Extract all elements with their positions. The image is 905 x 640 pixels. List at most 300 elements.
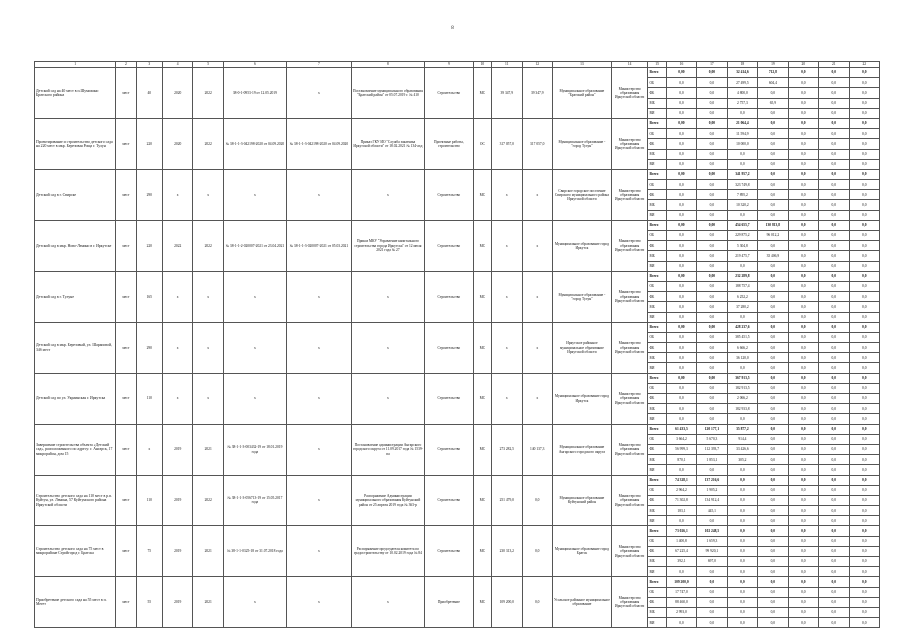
value-cell: 0,0 [758,108,788,118]
value-cell: 0,0 [666,139,696,149]
fund-label-cell: ФБ [648,139,666,149]
object-c1-cell: Детский сад в мкр. Березовый, ул. Шараповой, 34б мест [35,322,116,373]
value-cell: 0,0 [727,108,757,118]
header-cell: 18 [727,62,757,68]
value-cell: 0,0 [788,546,818,556]
value-cell: 0,0 [819,231,849,241]
value-cell: 0,0 [819,444,849,454]
object-c11-cell: х [492,373,522,424]
object-c10-cell: МС [473,220,491,271]
fund-label-cell: ФБ [648,343,666,353]
fund-label-cell: ОБ [648,485,666,495]
value-cell: 0,0 [697,465,727,475]
value-cell: 0,00 [697,271,727,281]
value-cell: 0,0 [666,261,696,271]
value-cell: 0,0 [758,475,788,485]
object-c6-cell: х [223,373,286,424]
value-cell: 0,0 [819,495,849,505]
table-row [35,169,880,179]
value-cell: 0,0 [758,88,788,98]
value-cell: 0,0 [788,404,818,414]
fund-label-cell: ВИ [648,363,666,373]
value-cell: 0,0 [788,180,818,190]
value-cell: 0,0 [697,159,727,169]
value-cell: 0,00 [697,220,727,230]
value-cell: 0,0 [788,231,818,241]
value-cell: 0,0 [819,241,849,251]
value-cell: 0,00 [697,373,727,383]
value-cell: 0,0 [666,363,696,373]
table-row [35,271,880,281]
object-c9-cell: Строительство [425,169,474,220]
value-cell: 428 237,6 [727,322,757,332]
value-cell: 0,0 [788,322,818,332]
value-cell: 183,1 [666,506,696,516]
value-cell: 0,0 [697,353,727,363]
value-cell: 0,0 [788,169,818,179]
value-cell: 0,0 [849,322,879,332]
value-cell: 0,0 [758,210,788,220]
value-cell: 0,0 [849,312,879,322]
value-cell: 0,0 [758,353,788,363]
object-c1-cell: Детский сад в мкр. Ново-Ленино в г. Иркутске [35,220,116,271]
value-cell: 0,0 [666,383,696,393]
value-cell: 0,0 [788,394,818,404]
value-cell: 6 666,2 [727,343,757,353]
object-c7-cell: х [286,322,351,373]
object-c11-cell: 109 200,0 [492,577,522,628]
header-cell: 16 [666,62,696,68]
value-cell: 0,0 [788,281,818,291]
value-cell: 305,2 [727,455,757,465]
object-c5-cell: х [193,169,223,220]
value-cell: 32 414,6 [727,68,757,78]
value-cell: 0,0 [697,302,727,312]
value-cell: 0,0 [666,281,696,291]
value-cell: 0,0 [758,516,788,526]
fund-label-cell: ФБ [648,292,666,302]
fund-label-cell: ФБ [648,444,666,454]
value-cell: 0,0 [727,210,757,220]
object-c11-cell: х [492,271,522,322]
value-cell: 0,0 [788,343,818,353]
value-cell: 0,0 [697,251,727,261]
value-cell: 0,0 [697,404,727,414]
object-c6-cell: № 38-1-1-0325-18 от 31.07.2018 года [223,526,286,577]
value-cell: 0,0 [788,332,818,342]
fund-label-cell: ФБ [648,190,666,200]
object-c7-cell: х [286,526,351,577]
value-cell: 0,0 [666,159,696,169]
value-cell: 0,0 [758,363,788,373]
value-cell: 914,4 [727,434,757,444]
value-cell: 0,0 [788,495,818,505]
fund-label-cell: ОБ [648,231,666,241]
value-cell: 0,0 [697,180,727,190]
object-c2-cell: мест [116,68,136,119]
fund-label-cell: ВИ [648,618,666,628]
value-cell: 0,0 [819,536,849,546]
object-c1-cell: Строительство детского сада на 110 мест в р.п. Куйтун, ул. Ленина, 57 Куйтунского района Иркутской области [35,475,116,526]
value-cell: 0,0 [849,271,879,281]
table-row [35,322,880,332]
value-cell: 2 066,2 [727,394,757,404]
value-cell: 0,0 [666,200,696,210]
value-cell: 67 225,4 [666,546,696,556]
object-c11-cell: 39 347,9 [492,68,522,119]
value-cell: 0,00 [697,118,727,128]
value-cell: 870,1 [666,455,696,465]
value-cell: 0,0 [819,587,849,597]
value-cell: 0,0 [819,68,849,78]
value-cell: 0,0 [819,434,849,444]
value-cell: 0,0 [727,363,757,373]
value-cell: 2 964,2 [666,485,696,495]
value-cell: 0,0 [849,302,879,312]
value-cell: 0,0 [758,506,788,516]
value-cell: 0,0 [819,302,849,312]
value-cell: 0,0 [788,353,818,363]
value-cell: 0,0 [666,465,696,475]
object-c10-cell: МС [473,322,491,373]
value-cell: 17 747,0 [666,587,696,597]
value-cell: 0,0 [788,118,818,128]
header-cell: 14 [611,62,648,68]
value-cell: 0,0 [819,220,849,230]
value-cell: 0,0 [727,516,757,526]
value-cell: 0,0 [849,180,879,190]
value-cell: 0,0 [788,200,818,210]
object-c12-cell: х [522,169,552,220]
object-c2-cell: мест [116,118,136,169]
value-cell: 0,0 [788,190,818,200]
fund-label-cell: МБ [648,302,666,312]
value-cell: 0,0 [849,292,879,302]
value-cell: 0,0 [697,149,727,159]
value-cell: 0,0 [788,108,818,118]
value-cell: 120 177,1 [697,424,727,434]
fund-label-cell: ВИ [648,465,666,475]
value-cell: 0,0 [758,118,788,128]
value-cell: 0,0 [849,597,879,607]
value-cell: 0,0 [849,618,879,628]
value-cell: 0,0 [788,607,818,617]
object-c12-cell: х [522,322,552,373]
header-cell: 10 [473,62,491,68]
value-cell: 0,0 [727,526,757,536]
value-cell: 0,0 [849,495,879,505]
object-c8-cell: Приказ МКУ "Управление капитального строительства города Иркутска" от 12 июля 2021 года № 27 [351,220,424,271]
object-c6-cell: № 38-1-1-2-020007-2021 от 23.04.2021 [223,220,286,271]
value-cell: 0,0 [758,394,788,404]
fund-label-cell: ФБ [648,546,666,556]
value-cell: 0,0 [666,516,696,526]
value-cell: 0,0 [819,414,849,424]
fund-label-cell: МБ [648,98,666,108]
value-cell: 109 200,0 [666,577,696,587]
value-cell: 0,0 [697,108,727,118]
value-cell: 0,0 [819,139,849,149]
object-c3-cell: 110 [136,373,162,424]
value-cell: 0,0 [819,118,849,128]
value-cell: 0,0 [727,506,757,516]
value-cell: 445,1 [697,506,727,516]
value-cell: 0,0 [727,567,757,577]
object-c14-cell: Министерство образования Иркутской области [611,68,648,119]
object-c6-cell: х [223,577,286,628]
value-cell: 0,0 [727,465,757,475]
value-cell: 0,0 [758,526,788,536]
value-cell: 0,0 [788,577,818,587]
value-cell: 0,0 [697,200,727,210]
fund-label-cell: МБ [648,404,666,414]
value-cell: 0,0 [819,394,849,404]
object-c8-cell: Постановление администрации Ангарского городского округа от 11.09.2017 года № 1539-па [351,424,424,475]
value-cell: 35 877,2 [727,424,757,434]
value-cell: 0,0 [666,312,696,322]
value-cell: 0,0 [788,455,818,465]
header-cell: 13 [552,62,611,68]
value-cell: 0,0 [819,271,849,281]
value-cell: 0,0 [819,129,849,139]
value-cell: 0,0 [819,577,849,587]
value-cell: 0,0 [758,312,788,322]
object-c10-cell: МС [473,169,491,220]
header-cell: 20 [788,62,818,68]
value-cell: 0,0 [788,220,818,230]
value-cell: 0,0 [819,78,849,88]
object-c14-cell: Министерство образования Иркутской области [611,577,648,628]
value-cell: 0,0 [788,373,818,383]
fund-label-cell: ФБ [648,241,666,251]
object-c5-cell: х [193,322,223,373]
value-cell: 0,0 [819,404,849,414]
value-cell: 0,0 [849,506,879,516]
value-cell: 0,0 [788,251,818,261]
object-c10-cell: МС [473,271,491,322]
value-cell: 88 460,0 [666,597,696,607]
value-cell: 232 289,8 [727,271,757,281]
header-cell: 4 [162,62,192,68]
header-cell: 19 [758,62,788,68]
fund-label-cell: ОБ [648,332,666,342]
value-cell: 0,0 [666,210,696,220]
value-cell: 0,0 [849,394,879,404]
object-c14-cell: Министерство образования Иркутской области [611,322,648,373]
value-cell: 0,0 [819,281,849,291]
value-cell: 0,0 [819,526,849,536]
value-cell: 0,0 [849,281,879,291]
value-cell: 0,0 [788,363,818,373]
value-cell: 0,0 [849,220,879,230]
value-cell: 0,0 [666,251,696,261]
value-cell: 0,0 [788,98,818,108]
value-cell: 1 905,2 [697,485,727,495]
object-c5-cell: 2022 [193,118,223,169]
object-c7-cell: х [286,475,351,526]
object-c4-cell: х [162,169,192,220]
value-cell: 367 913,5 [727,373,757,383]
value-cell: 385 451,5 [727,332,757,342]
value-cell: 0,0 [849,88,879,98]
value-cell: 0,0 [758,322,788,332]
object-c6-cell: х [223,169,286,220]
value-cell: 0,0 [849,465,879,475]
value-cell: 0,0 [697,587,727,597]
value-cell: 0,0 [819,546,849,556]
value-cell: 0,0 [758,271,788,281]
value-cell: 99 920,1 [697,546,727,556]
value-cell: 0,0 [849,516,879,526]
object-c9-cell: Проектные работы, строительство [425,118,474,169]
object-c8-cell: х [351,169,424,220]
value-cell: 0,0 [666,149,696,159]
value-cell: 7 895,2 [727,190,757,200]
value-cell: 0,0 [758,597,788,607]
value-cell: 0,0 [788,159,818,169]
object-c12-cell: 0,0 [522,577,552,628]
value-cell: 0,0 [758,404,788,414]
fund-label-cell: Всего [648,169,666,179]
value-cell: 0,0 [697,312,727,322]
value-cell: 0,0 [849,261,879,271]
value-cell: 0,0 [849,241,879,251]
value-cell: 0,0 [849,231,879,241]
value-cell: 0,0 [819,373,849,383]
value-cell: 0,0 [758,465,788,475]
value-cell: 0,0 [849,68,879,78]
value-cell: 0,0 [666,302,696,312]
value-cell: 0,0 [666,292,696,302]
object-c11-cell: 273 282,5 [492,424,522,475]
objects-table [34,61,880,628]
value-cell: 0,0 [697,394,727,404]
object-c12-cell: 0,0 [522,475,552,526]
value-cell: 0,0 [697,414,727,424]
object-c13-cell: Свирское городское поселение Свирского муниципального района Иркутской области [552,169,611,220]
object-c6-cell: х [223,322,286,373]
object-c8-cell: х [351,322,424,373]
value-cell: 0,0 [788,434,818,444]
value-cell: 0,0 [758,434,788,444]
value-cell: 0,0 [788,465,818,475]
object-c4-cell: 2019 [162,577,192,628]
value-cell: 0,0 [819,506,849,516]
object-c7-cell: № 38-1-1-3-042198-2020 от 04.09.2020 [286,118,351,169]
object-c13-cell: Муниципальное образование город Братск [552,526,611,577]
value-cell: 604,4 [758,78,788,88]
object-c7-cell: х [286,271,351,322]
value-cell: 0,00 [697,322,727,332]
value-cell: 0,0 [758,169,788,179]
value-cell: 0,0 [849,363,879,373]
object-c13-cell: Муниципальное образование Ангарского городского округа [552,424,611,475]
object-c5-cell: 2022 [193,475,223,526]
fund-label-cell: МБ [648,353,666,363]
fund-label-cell: Всего [648,475,666,485]
value-cell: 0,0 [666,394,696,404]
value-cell: 0,0 [819,363,849,373]
value-cell: 0,0 [697,577,727,587]
value-cell: 0,0 [819,108,849,118]
value-cell: 96 012,2 [758,231,788,241]
fund-label-cell: Всего [648,322,666,332]
value-cell: 1 853,1 [697,455,727,465]
value-cell: 0,0 [758,424,788,434]
value-cell: 0,0 [849,526,879,536]
value-cell: 0,0 [849,353,879,363]
value-cell: 0,0 [758,485,788,495]
value-cell: 0,0 [819,200,849,210]
value-cell: 0,0 [788,302,818,312]
value-cell: 0,0 [666,231,696,241]
value-cell: 0,0 [758,557,788,567]
object-c12-cell: х [522,220,552,271]
object-c12-cell: х [522,373,552,424]
value-cell: 0,0 [727,618,757,628]
value-cell: 0,0 [697,78,727,88]
fund-label-cell: Всего [648,424,666,434]
object-c14-cell: Министерство образования Иркутской области [611,475,648,526]
object-c13-cell: Муниципальное образование "Братский район" [552,68,611,119]
value-cell: 0,0 [758,383,788,393]
value-cell: 0,0 [666,190,696,200]
object-c13-cell: Муниципальное образование - "город Тулун" [552,118,611,169]
object-c10-cell: МС [473,424,491,475]
value-cell: 392,1 [666,557,696,567]
value-cell: 0,0 [849,475,879,485]
value-cell: 0,0 [849,485,879,495]
value-cell: 0,00 [666,373,696,383]
value-cell: 130 813,8 [758,220,788,230]
fund-label-cell: Всего [648,271,666,281]
value-cell: 0,0 [727,536,757,546]
value-cell: 0,0 [666,180,696,190]
value-cell: 3 664,2 [666,434,696,444]
value-cell: 0,0 [819,312,849,322]
value-cell: 0,0 [849,200,879,210]
value-cell: 0,00 [666,68,696,78]
value-cell: 5 304,8 [727,241,757,251]
value-cell: 0,0 [849,343,879,353]
object-c4-cell: 2019 [162,526,192,577]
value-cell: 2 757,3 [727,98,757,108]
object-c3-cell: 290 [136,169,162,220]
value-cell: 0,0 [819,353,849,363]
value-cell: 0,0 [758,546,788,556]
object-c11-cell: 317 057,0 [492,118,522,169]
object-c6-cell: № 38-1-1-3-056713-19 от 15.05.2017 года [223,475,286,526]
value-cell: 0,0 [788,444,818,454]
value-cell: 61 433,5 [666,424,696,434]
value-cell: 0,0 [758,607,788,617]
value-cell: 0,0 [758,495,788,505]
object-c4-cell: 2019 [162,475,192,526]
value-cell: 0,0 [819,485,849,495]
fund-label-cell: ВИ [648,414,666,424]
object-c2-cell: мест [116,373,136,424]
fund-label-cell: ФБ [648,495,666,505]
value-cell: 0,0 [849,129,879,139]
value-cell: 0,0 [788,557,818,567]
value-cell: 0,0 [758,281,788,291]
value-cell: 0,0 [819,557,849,567]
object-c1-cell: Строительство детского сада на 75 мест в микрорайоне Стройгород г. Братска [35,526,116,577]
header-cell: 21 [819,62,849,68]
object-c14-cell: Министерство образования Иркутской области [611,220,648,271]
value-cell: 0,0 [697,281,727,291]
value-cell: 0,0 [819,210,849,220]
